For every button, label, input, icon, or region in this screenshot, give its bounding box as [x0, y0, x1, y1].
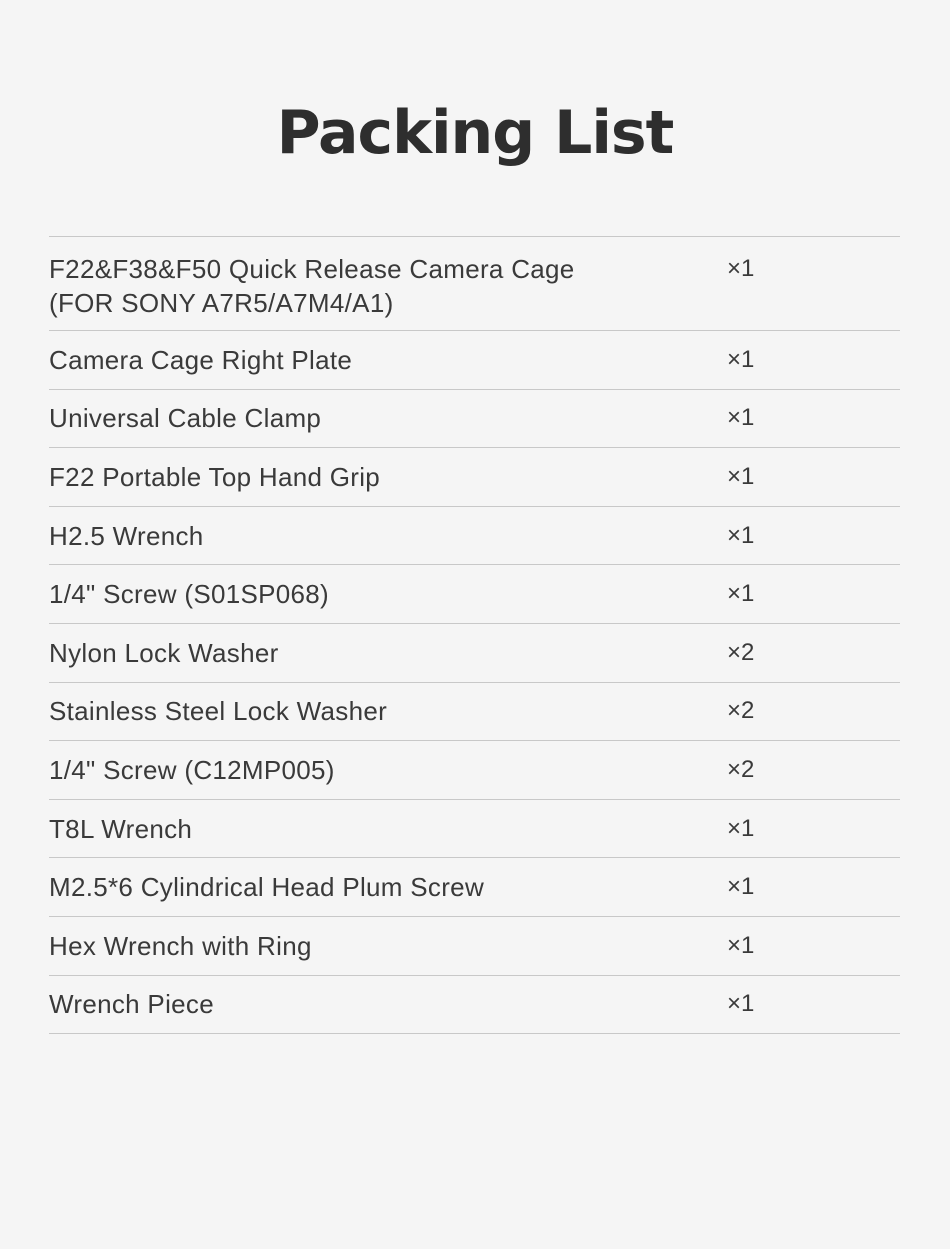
item-name: 1/4" Screw (S01SP068) [49, 579, 329, 610]
item-name: 1/4" Screw (C12MP005) [49, 754, 335, 785]
item-name: F22 Portable Top Hand Grip [49, 461, 381, 492]
item-quantity: ×1 [727, 931, 755, 959]
packing-list [49, 236, 900, 1034]
list-item [49, 800, 900, 859]
item-quantity: ×1 [727, 521, 755, 549]
list-item [49, 390, 900, 449]
item-name: M2.5*6 Cylindrical Head Plum Screw [49, 872, 485, 903]
item-name: Wrench Piece [49, 989, 214, 1020]
item-quantity: ×1 [727, 404, 755, 432]
item-quantity: ×2 [727, 697, 755, 725]
item-name: T8L Wrench [49, 813, 193, 844]
page-title: Packing List [276, 98, 674, 168]
item-quantity: ×1 [727, 462, 755, 490]
item-name: Camera Cage Right Plate [49, 344, 353, 375]
item-quantity: ×1 [727, 990, 755, 1018]
item-quantity: ×1 [727, 580, 755, 608]
item-quantity: ×1 [727, 873, 755, 901]
item-quantity: ×1 [727, 255, 755, 282]
list-item [49, 741, 900, 800]
list-item [49, 237, 900, 331]
item-quantity: ×1 [727, 345, 755, 373]
list-item [49, 565, 900, 624]
item-quantity: ×2 [727, 755, 755, 783]
item-quantity: ×2 [727, 638, 755, 666]
list-item [49, 331, 900, 390]
list-item [49, 507, 900, 566]
item-name: Nylon Lock Washer [49, 637, 279, 668]
item-quantity: ×1 [727, 814, 755, 842]
item-name: Stainless Steel Lock Washer [49, 696, 388, 727]
list-item [49, 683, 900, 742]
list-item [49, 448, 900, 507]
list-item [49, 858, 900, 917]
item-name: F22&F38&F50 Quick Release Camera Cage (FOR SONY A7R5/A7M4/A1) [49, 254, 575, 318]
item-name: Universal Cable Clamp [49, 403, 322, 434]
item-name: Hex Wrench with Ring [49, 930, 312, 961]
list-item [49, 624, 900, 683]
list-item [49, 976, 900, 1035]
item-name: H2.5 Wrench [49, 520, 204, 551]
list-item [49, 917, 900, 976]
